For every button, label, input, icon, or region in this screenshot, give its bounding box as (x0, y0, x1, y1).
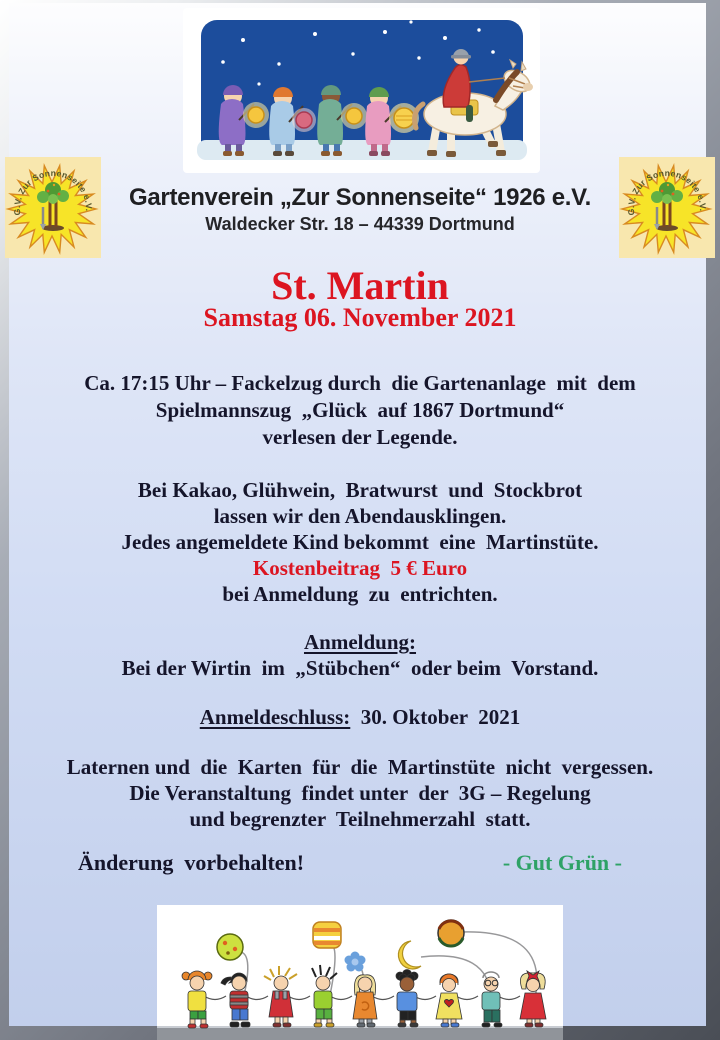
notes-line: Die Veranstaltung findet unter der 3G – Regelung (129, 781, 591, 805)
girl-long-blonde (353, 975, 377, 1027)
girl-red-bow (520, 971, 546, 1027)
disclaimer-text: Änderung vorbehalten! (78, 850, 305, 875)
deadline-value: 30. Oktober 2021 (350, 705, 521, 729)
program-line: Ca. 17:15 Uhr – Fackelzug durch die Gartenanlage mit dem (84, 371, 636, 395)
notes-line: Laternen und die Karten für die Martinstüte nicht vergessen. (66, 755, 654, 779)
cylinder-lantern-icon (313, 922, 341, 948)
footer-row (78, 850, 622, 876)
striped-ball-lantern-icon (438, 920, 464, 946)
catering-line: Bei Kakao, Glühwein, Bratwurst und Stockbrot (137, 478, 583, 502)
registration-text: Bei der Wirtin im „Stübchen“ oder beim Vorstand. (121, 656, 599, 680)
club-name: Gartenverein „Zur Sonnenseite“ 1926 e.V. (129, 184, 591, 211)
program-line: Spielmannszug „Glück auf 1867 Dortmund“ (155, 398, 565, 422)
program-line: verlesen der Legende. (262, 425, 458, 449)
signature-text: - Gut Grün - (502, 850, 622, 875)
deadline-line (25, 704, 695, 730)
st-martin-procession-illustration (183, 8, 540, 173)
notes-line: und begrenzter Teilnehmerzahl statt. (189, 807, 531, 831)
children-lanterns-illustration (157, 905, 563, 1040)
catering-line: lassen wir den Abendausklingen. (213, 504, 507, 528)
catering-line: bei Anmeldung zu entrichten. (222, 582, 498, 606)
snow-ground (197, 140, 527, 160)
registration-heading: Anmeldung: (303, 630, 417, 654)
event-date: Samstag 06. November 2021 (203, 303, 517, 332)
fee-line: Kostenbeitrag 5 € Euro (252, 556, 468, 580)
notes-text (25, 754, 695, 832)
program-text (25, 370, 695, 451)
ball-lantern-icon (217, 934, 243, 960)
girl-orange-bob (436, 974, 462, 1027)
catering-line: Jedes angemeldete Kind bekommt eine Martinstüte. (121, 530, 599, 554)
club-address: Waldecker Str. 18 – 44339 Dortmund (205, 214, 515, 234)
event-title: St. Martin (271, 263, 449, 308)
ground-strip (157, 1028, 563, 1040)
catering-text (25, 477, 695, 607)
logo-ring-text: G.V. Zur Sonnenseite e.V. (11, 167, 95, 216)
deadline-label: Anmeldeschluss: (199, 705, 351, 729)
